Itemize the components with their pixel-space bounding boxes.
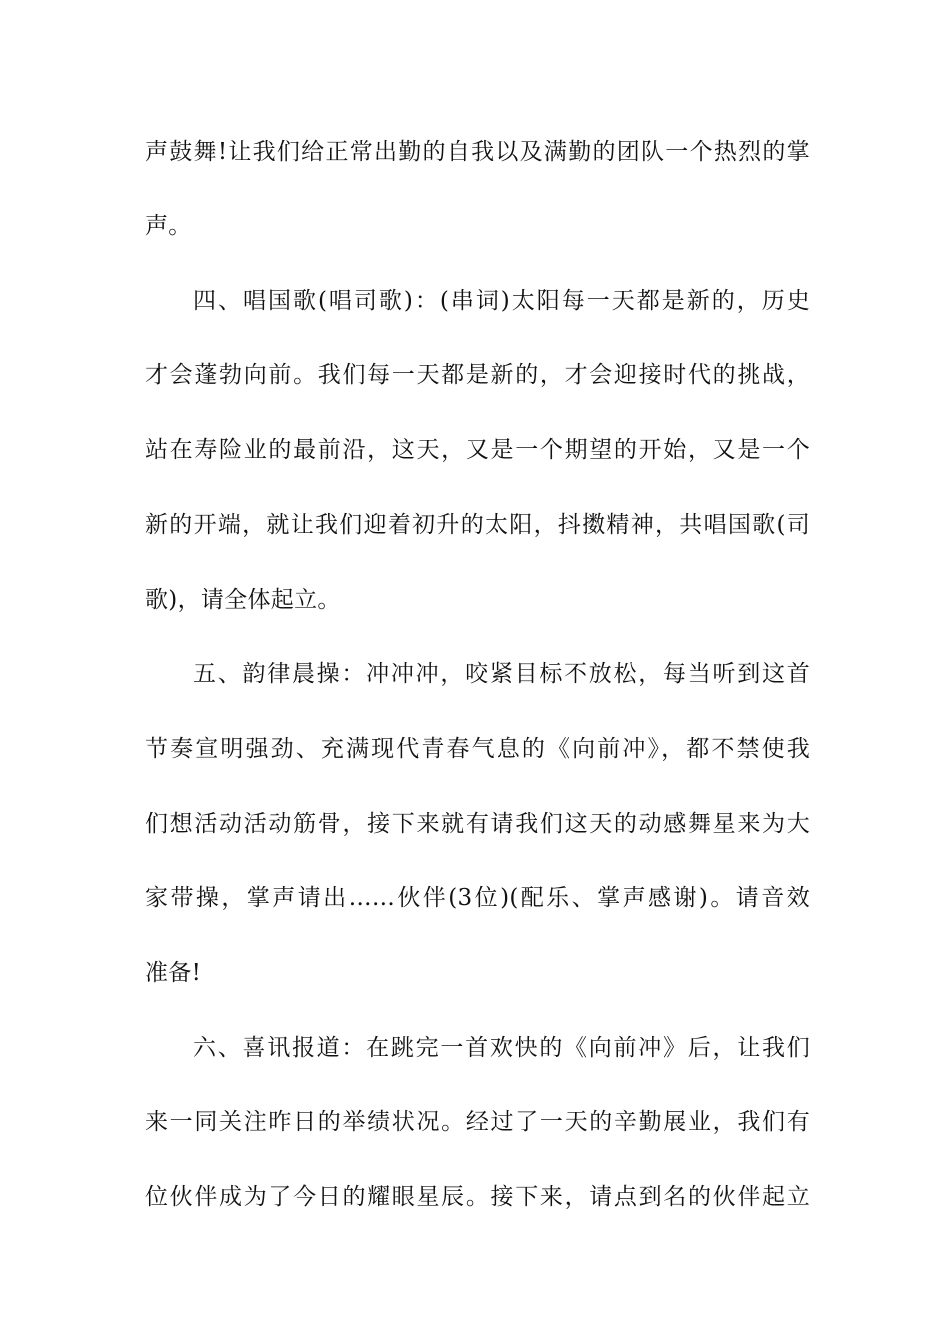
text-line: 站在寿险业的最前沿，这天，又是一个期望的开始，又是一个 — [145, 437, 810, 463]
text-line: 们想活动活动筋骨，接下来就有请我们这天的动感舞星来为大 — [145, 811, 810, 837]
text-line: 来一同关注昨日的举绩状况。经过了一天的辛勤展业，我们有 — [145, 1109, 810, 1135]
text-line: 才会蓬勃向前。我们每一天都是新的，才会迎接时代的挑战， — [145, 362, 810, 388]
paragraph-start-line: 六、喜讯报道：在跳完一首欢快的《向前冲》后，让我们 — [193, 1035, 810, 1061]
text-line: 声。 — [145, 213, 192, 239]
paragraph-start-line: 四、唱国歌(唱司歌)：(串词)太阳每一天都是新的，历史 — [193, 288, 810, 314]
text-line: 歌)，请全体起立。 — [145, 587, 341, 613]
text-line: 声鼓舞!让我们给正常出勤的自我以及满勤的团队一个热烈的掌 — [145, 139, 810, 165]
text-line: 准备! — [145, 960, 202, 986]
text-line: 节奏宣明强劲、充满现代青春气息的《向前冲》，都不禁使我 — [145, 736, 810, 762]
text-line: 位伙伴成为了今日的耀眼星辰。接下来，请点到名的伙伴起立 — [145, 1184, 810, 1210]
paragraph-start-line: 五、韵律晨操：冲冲冲，咬紧目标不放松，每当听到这首 — [193, 661, 810, 687]
text-line: 新的开端，就让我们迎着初升的太阳，抖擞精神，共唱国歌(司 — [145, 512, 810, 538]
text-line: 家带操，掌声请出……伙伴(3位)(配乐、掌声感谢)。请音效 — [145, 885, 810, 911]
